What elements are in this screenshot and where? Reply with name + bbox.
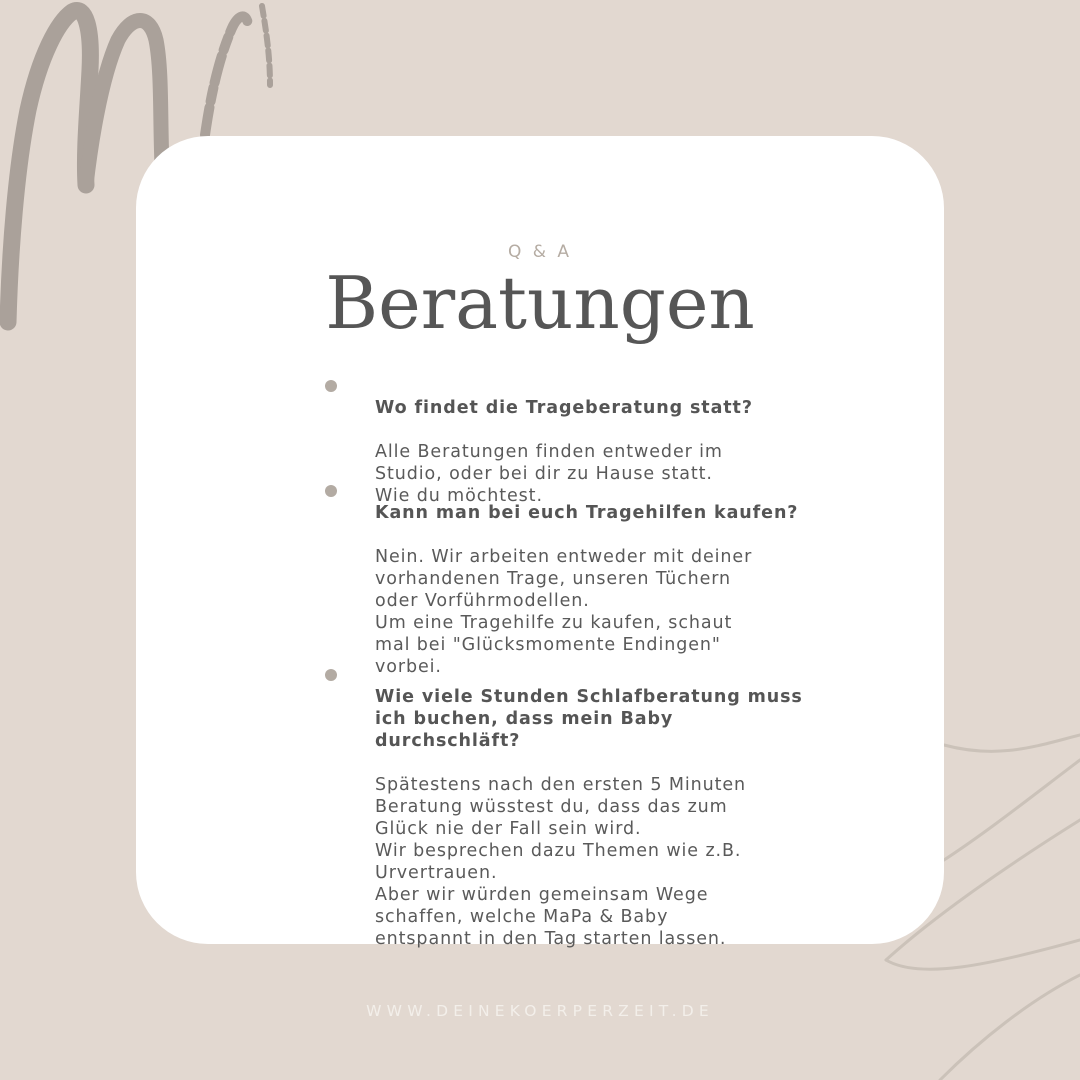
page-title: Beratungen: [325, 261, 755, 345]
faq-question: Wo findet die Trageberatung statt?: [375, 398, 753, 418]
website-url: WWW.DEINEKOERPERZEIT.DE: [366, 1002, 714, 1020]
bullet-icon: [325, 380, 337, 392]
faq-answer: Spätestens nach den ersten 5 Minuten Beratung wüsstest du, dass das zum Glück nie der Fall sein wird. Wir besprechen dazu Themen wie z.B. Urvertrauen. Aber wir würden gemeinsam Wege schaffen, welche MaPa & Baby entspannt in den Tag starten lassen.: [375, 775, 747, 949]
section-eyebrow: Q & A: [507, 242, 573, 262]
bullet-icon: [325, 669, 337, 681]
faq-answer: Nein. Wir arbeiten entweder mit deiner vorhandenen Trage, unseren Tüchern oder Vorführmodellen. Um eine Tragehilfe zu kaufen, schaut mal bei "Glücksmomente Endingen" vorbei.: [375, 547, 753, 677]
bullet-icon: [325, 485, 337, 497]
faq-question: Kann man bei euch Tragehilfen kaufen?: [375, 503, 799, 523]
faq-question: Wie viele Stunden Schlafberatung muss ich buchen, dass mein Baby durchschläft?: [375, 687, 803, 751]
faq-item: [318, 664, 838, 972]
faq-answer: Alle Beratungen finden entweder im Studio, oder bei dir zu Hause statt. Wie du möchtest.: [375, 442, 723, 506]
